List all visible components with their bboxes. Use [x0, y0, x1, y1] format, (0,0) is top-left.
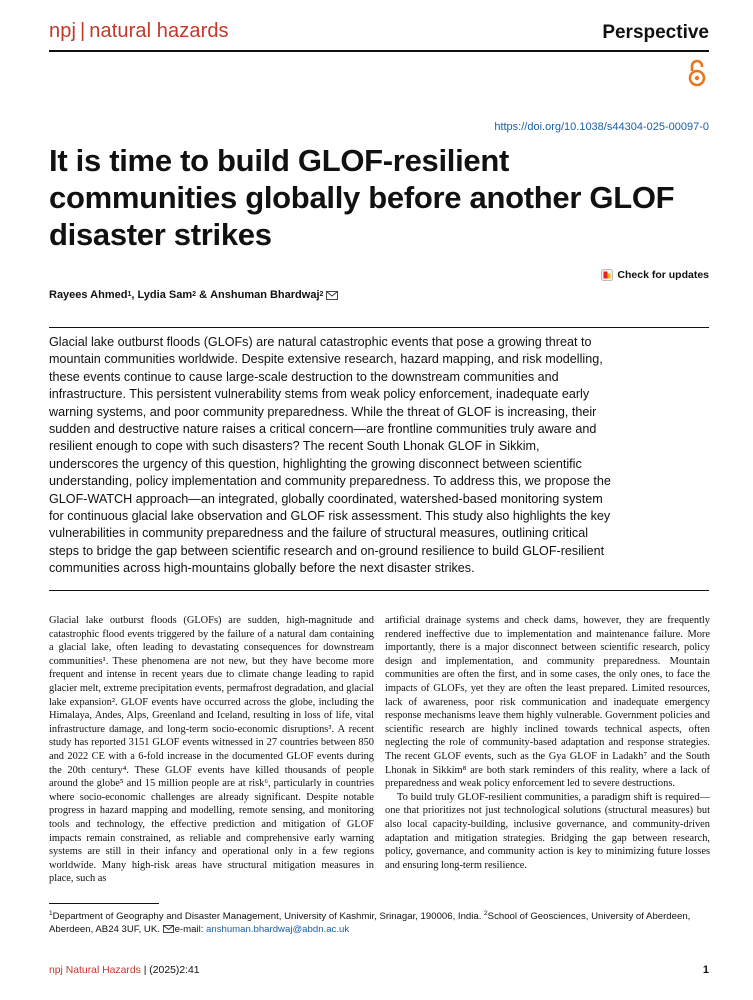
check-updates-icon [601, 269, 613, 281]
affiliation-1: Department of Geography and Disaster Management, University of Kashmir, Srinagar, 190006, India. [52, 911, 485, 922]
mail-icon[interactable] [326, 291, 338, 300]
check-updates-label: Check for updates [617, 269, 709, 281]
affiliation-number: 2 [484, 909, 488, 917]
check-updates-button[interactable] [601, 269, 709, 281]
footer-volume: | (2025)2:41 [140, 965, 200, 976]
abstract: Glacial lake outburst floods (GLOFs) are natural catastrophic events that pose a growing threat to mountain communities worldwide. Despite extensive research, hazard mapping, and risk modelling, these events continue to cause large-scale destruction to the downstream communities and infrastructure. This persistent vulnerability stems from weak policy enforcement, inadequate early warning systems, and poor community preparedness. While the threat of GLOF is increasing, their sudden and destructive nature raises a critical concern—are frontline communities truly aware and resilient enough to cope with such disasters? The recent South Lhonak GLOF in Sikkim, underscores the urgency of this question, highlighting the growing disconnect between scientific understanding, policy implementation and community preparedness. To address this, we propose the GLOF-WATCH approach—an integrated, globally coordinated, watershed-based monitoring system for continuous glacial lake observation and GLOF risk assessment. This study also highlights the key vulnerabilities in community preparedness and the failure of structural measures, outlining critical steps to bridge the gap between scientific research and on-ground resilience to build GLOF-resilient communities across high-mountains globally before the next disaster strikes. [49, 335, 611, 576]
affiliation-number: 1 [49, 909, 53, 917]
journal-brand: npj [49, 20, 76, 42]
footer-citation [49, 965, 200, 976]
body-column-left [49, 614, 374, 886]
abstract-bottom-rule [49, 590, 709, 591]
body-column-right [385, 614, 710, 872]
body-paragraph: artificial drainage systems and check dams, however, they are frequently rendered ineffective due to implementation and maintenance failure. More importantly, there is a major disconnect between scientific research, policy design and implementation, and community preparedness. Mountain communities are often the first, and in some cases, the only ones, to face the impacts of GLOFs, yet they are often the least prepared. Limited resources, lack of awareness, poor risk communication and inadequate emergency response mechanisms leave them highly vulnerable. Government policies and scientific research are highly inclined towards technical aspects, often neglecting the role of community-based adaptation and response strategies. The recent GLOF events, such as the Gya GLOF in Ladakh⁷ and the South Lhonak in Sikkim⁸ are both stark reminders of this reality, where a lack of preparedness and weak policy enforcement led to severe destructions. [385, 615, 710, 790]
footnote-rule [49, 903, 159, 904]
journal-header [49, 20, 229, 43]
author-separator: & [196, 289, 211, 301]
author-name[interactable]: Anshuman Bhardwaj [210, 289, 320, 301]
body-paragraph: To build truly GLOF-resilient communities, a paradigm shift is required—one that prioritizes not just technological solutions (structural measures) but also local capacity-building, inclusive governance, and community-driven adaptation and mitigation strategies. Bridging the gap between research, policy, governance, and community action is key to minimizing future losses and ensuring long-term resilience. [385, 791, 710, 871]
article-type: Perspective [602, 22, 709, 43]
doi-link[interactable]: https://doi.org/10.1038/s44304-025-00097-0 [494, 121, 709, 133]
article-title: It is time to build GLOF-resilient communities globally before another GLOF disaster strikes [49, 143, 675, 252]
open-access-icon [687, 58, 707, 88]
abstract-top-rule [49, 327, 709, 328]
mail-icon [163, 925, 174, 933]
email-link[interactable]: anshuman.bhardwaj@abdn.ac.uk [206, 924, 350, 935]
page-number: 1 [702, 964, 709, 976]
affiliation-2: School of Geosciences, University of Aberdeen, Aberdeen, AB24 3UF, UK. [49, 911, 691, 935]
body-paragraph: Glacial lake outburst floods (GLOFs) are sudden, high-magnitude and catastrophic flood events triggered by the failure of a natural dam containing a glacial lake, often leading to devastating consequences for downstream communities¹. These phenomena are not new, but they have become more frequent and intense in recent years due to climate change leading to rapid glacier melt, extreme precipitation events, permafrost degradation, and glacial lake expansion². GLOF events have occurred across the globe, including the Himalaya, Andes, Alps, Greenland and Iceland, resulting in loss of life, vital infrastructure damage, and long-term socio-economic disruptions³. A recent study has reported 3151 GLOF events witnessed in 27 countries between 850 and 2022 CE with a 6-fold increase in the documented GLOF events during the 20th century⁴. These GLOF events have killed thousands of people around the globe⁵ and 15 million people are at risk⁶, particularly in countries where socio-economic challenges are already significant. Despite notable progress in hazard mapping and modelling, remote sensing, and monitoring tools and technology, the effective prediction and mitigation of GLOF impacts remain constrained, as reliable and comprehensive early warning systems are still in their infancy and operational only in a few regions worldwide. Many high-risk areas have structural mitigation measures in place, such as [49, 615, 374, 885]
author-name[interactable]: Rayees Ahmed [49, 289, 128, 301]
journal-name: natural hazards [89, 20, 229, 42]
footer-journal: npj Natural Hazards [49, 965, 141, 976]
author-separator: , [131, 289, 138, 301]
affiliations-footnote [49, 910, 711, 936]
author-list: Rayees Ahmed 1 , Lydia Sam 2 & Anshuman Bhardwaj 2 [49, 289, 338, 301]
email-label: e-mail: [174, 924, 207, 935]
author-name[interactable]: Lydia Sam [137, 289, 193, 301]
header-divider [49, 50, 709, 52]
journal-separator: | [80, 20, 86, 42]
